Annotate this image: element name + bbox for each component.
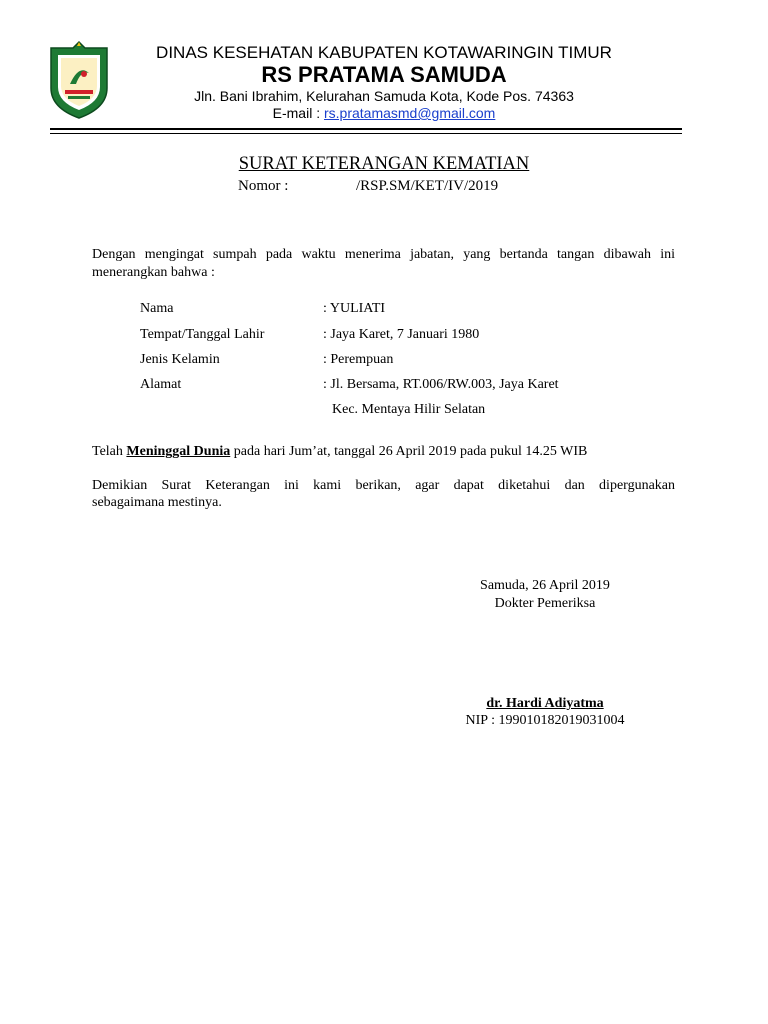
signature-name: dr. Hardi Adiyatma <box>486 696 604 711</box>
hospital-name: RS PRATAMA SAMUDA <box>261 62 507 87</box>
field-label-birth: Tempat/Tanggal Lahir <box>140 327 265 342</box>
letter-title: SURAT KETERANGAN KEMATIAN <box>238 154 530 174</box>
field-value-name: : YULIATI <box>323 301 386 316</box>
intro-line-2: menerangkan bahwa : <box>92 265 215 280</box>
death-prefix: Telah <box>92 444 127 459</box>
hospital-address: Jln. Bani Ibrahim, Kelurahan Samuda Kota, Kode Pos. 74363 <box>194 88 574 104</box>
signature-role: Dokter Pemeriksa <box>494 596 596 611</box>
header-rule-thin <box>50 133 682 134</box>
field-label-address: Alamat <box>140 377 182 392</box>
closing-line-1: Demikian Surat Keterangan ini kami berikan, agar dapat diketahui dan dipergunakan <box>92 478 675 493</box>
letter-number-value: /RSP.SM/KET/IV/2019 <box>356 178 499 194</box>
signature-nip: NIP : 199010182019031004 <box>465 713 625 728</box>
field-value-address: : Jl. Bersama, RT.006/RW.003, Jaya Karet <box>323 377 559 392</box>
email-label: E-mail : <box>272 105 324 121</box>
death-bold: Meninggal Dunia <box>126 444 231 459</box>
field-label-gender: Jenis Kelamin <box>140 352 220 367</box>
field-value-address-cont: Kec. Mentaya Hilir Selatan <box>332 402 486 417</box>
email-link[interactable]: rs.pratamasmd@gmail.com <box>323 105 496 121</box>
agency-name: DINAS KESEHATAN KABUPATEN KOTAWARINGIN TIMUR <box>156 43 612 62</box>
field-value-birth: : Jaya Karet, 7 Januari 1980 <box>323 327 480 342</box>
letter-number-label: Nomor : <box>238 178 289 194</box>
email-line <box>100 105 668 121</box>
death-suffix: pada hari Jum’at, tanggal 26 April 2019 pada pukul 14.25 WIB <box>230 444 588 459</box>
death-statement <box>92 444 587 460</box>
signature-place-date: Samuda, 26 April 2019 <box>480 578 610 593</box>
header-rule-thick <box>50 128 682 130</box>
field-label-name: Nama <box>140 301 174 316</box>
closing-line-2: sebagaimana mestinya. <box>92 495 222 510</box>
intro-line-1: Dengan mengingat sumpah pada waktu menerima jabatan, yang bertanda tangan dibawah ini <box>92 247 675 262</box>
field-value-gender: : Perempuan <box>323 352 394 367</box>
